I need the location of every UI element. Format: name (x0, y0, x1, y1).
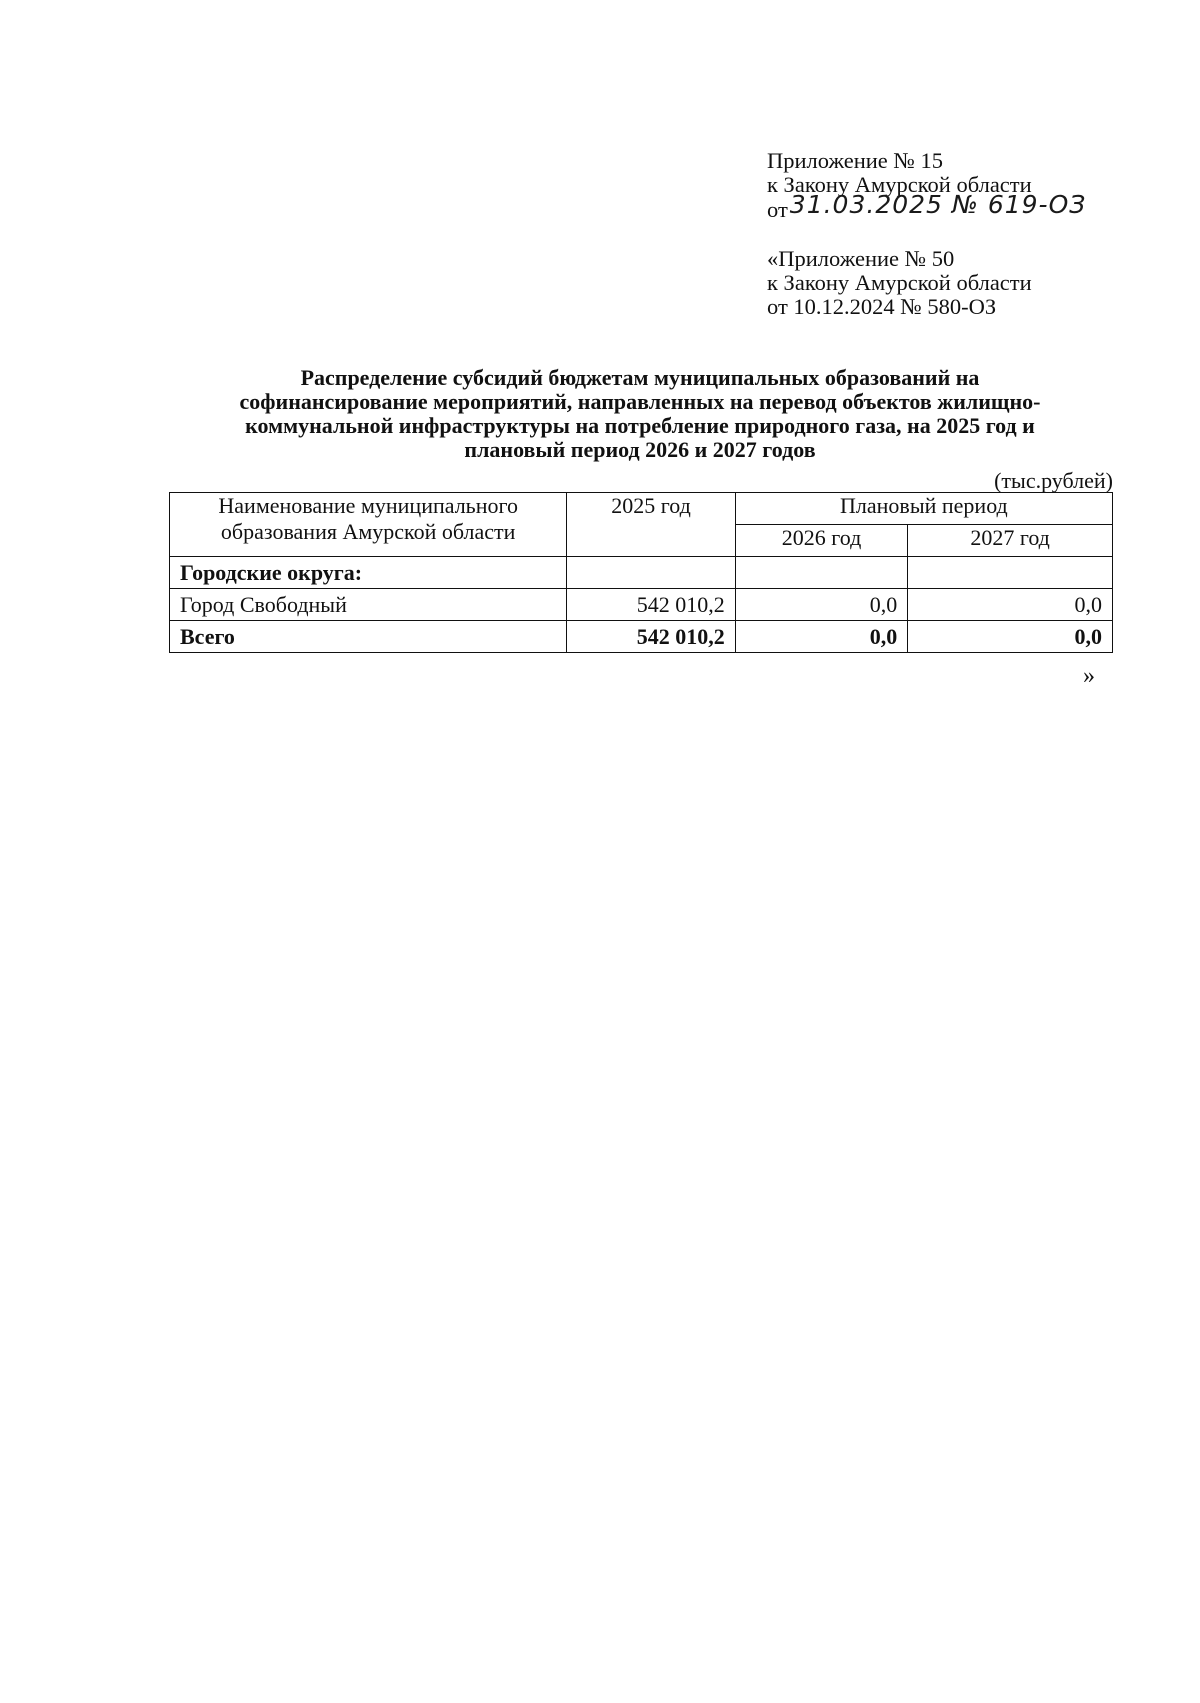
annex-current-date-line (767, 190, 1087, 222)
annex-original-law: к Закону Амурской области (767, 270, 1032, 295)
row-value-2027: 0,0 (908, 589, 1113, 621)
annex-original-title: «Приложение № 50 (767, 246, 955, 271)
title-line: Распределение субсидий бюджетам муниципальных образований на (300, 365, 980, 390)
row-name: Городские округа: (170, 557, 567, 589)
annex-current-title: Приложение № 15 (767, 148, 943, 173)
document-title (170, 366, 1110, 462)
unit-label: (тыс.рублей) (994, 468, 1113, 493)
title-line: коммунальной инфраструктуры на потребление природного газа, на 2025 год и (245, 413, 1035, 438)
annex-original-block (767, 247, 1032, 319)
row-value-2025: 542 010,2 (567, 621, 735, 653)
row-value-2025 (567, 557, 735, 589)
title-line: софинансирование мероприятий, направленных на перевод объектов жилищно- (239, 389, 1041, 414)
annex-current-law: к Закону Амурской области (767, 172, 1032, 197)
table-row (170, 557, 1113, 589)
row-name: Город Свободный (170, 589, 567, 621)
header-name-line1: Наименование муниципального (218, 493, 518, 518)
row-value-2025: 542 010,2 (567, 589, 735, 621)
row-value-2027: 0,0 (908, 621, 1113, 653)
row-value-2026 (735, 557, 907, 589)
handwritten-date-number: 31.03.2025 № 619-ОЗ (789, 190, 1087, 219)
header-planned-period: Плановый период (735, 493, 1112, 525)
row-value-2027 (908, 557, 1113, 589)
row-value-2026: 0,0 (735, 589, 907, 621)
table-row (170, 589, 1113, 621)
annex-original-date: от 10.12.2024 № 580-ОЗ (767, 294, 997, 319)
row-value-2026: 0,0 (735, 621, 907, 653)
subsidy-table (169, 492, 1113, 653)
table-total-row (170, 621, 1113, 653)
header-name-line2: образования Амурской области (220, 519, 516, 544)
header-2027: 2027 год (908, 525, 1113, 557)
header-2025: 2025 год (567, 493, 735, 557)
annex-current-date-prefix: от (767, 197, 788, 222)
header-2026: 2026 год (735, 525, 907, 557)
annex-current-block (767, 149, 1086, 222)
title-line: плановый период 2026 и 2027 годов (464, 437, 816, 462)
table-header-row (170, 493, 1113, 525)
closing-quote: » (1083, 663, 1095, 689)
row-name: Всего (170, 621, 567, 653)
header-municipality (170, 493, 567, 557)
